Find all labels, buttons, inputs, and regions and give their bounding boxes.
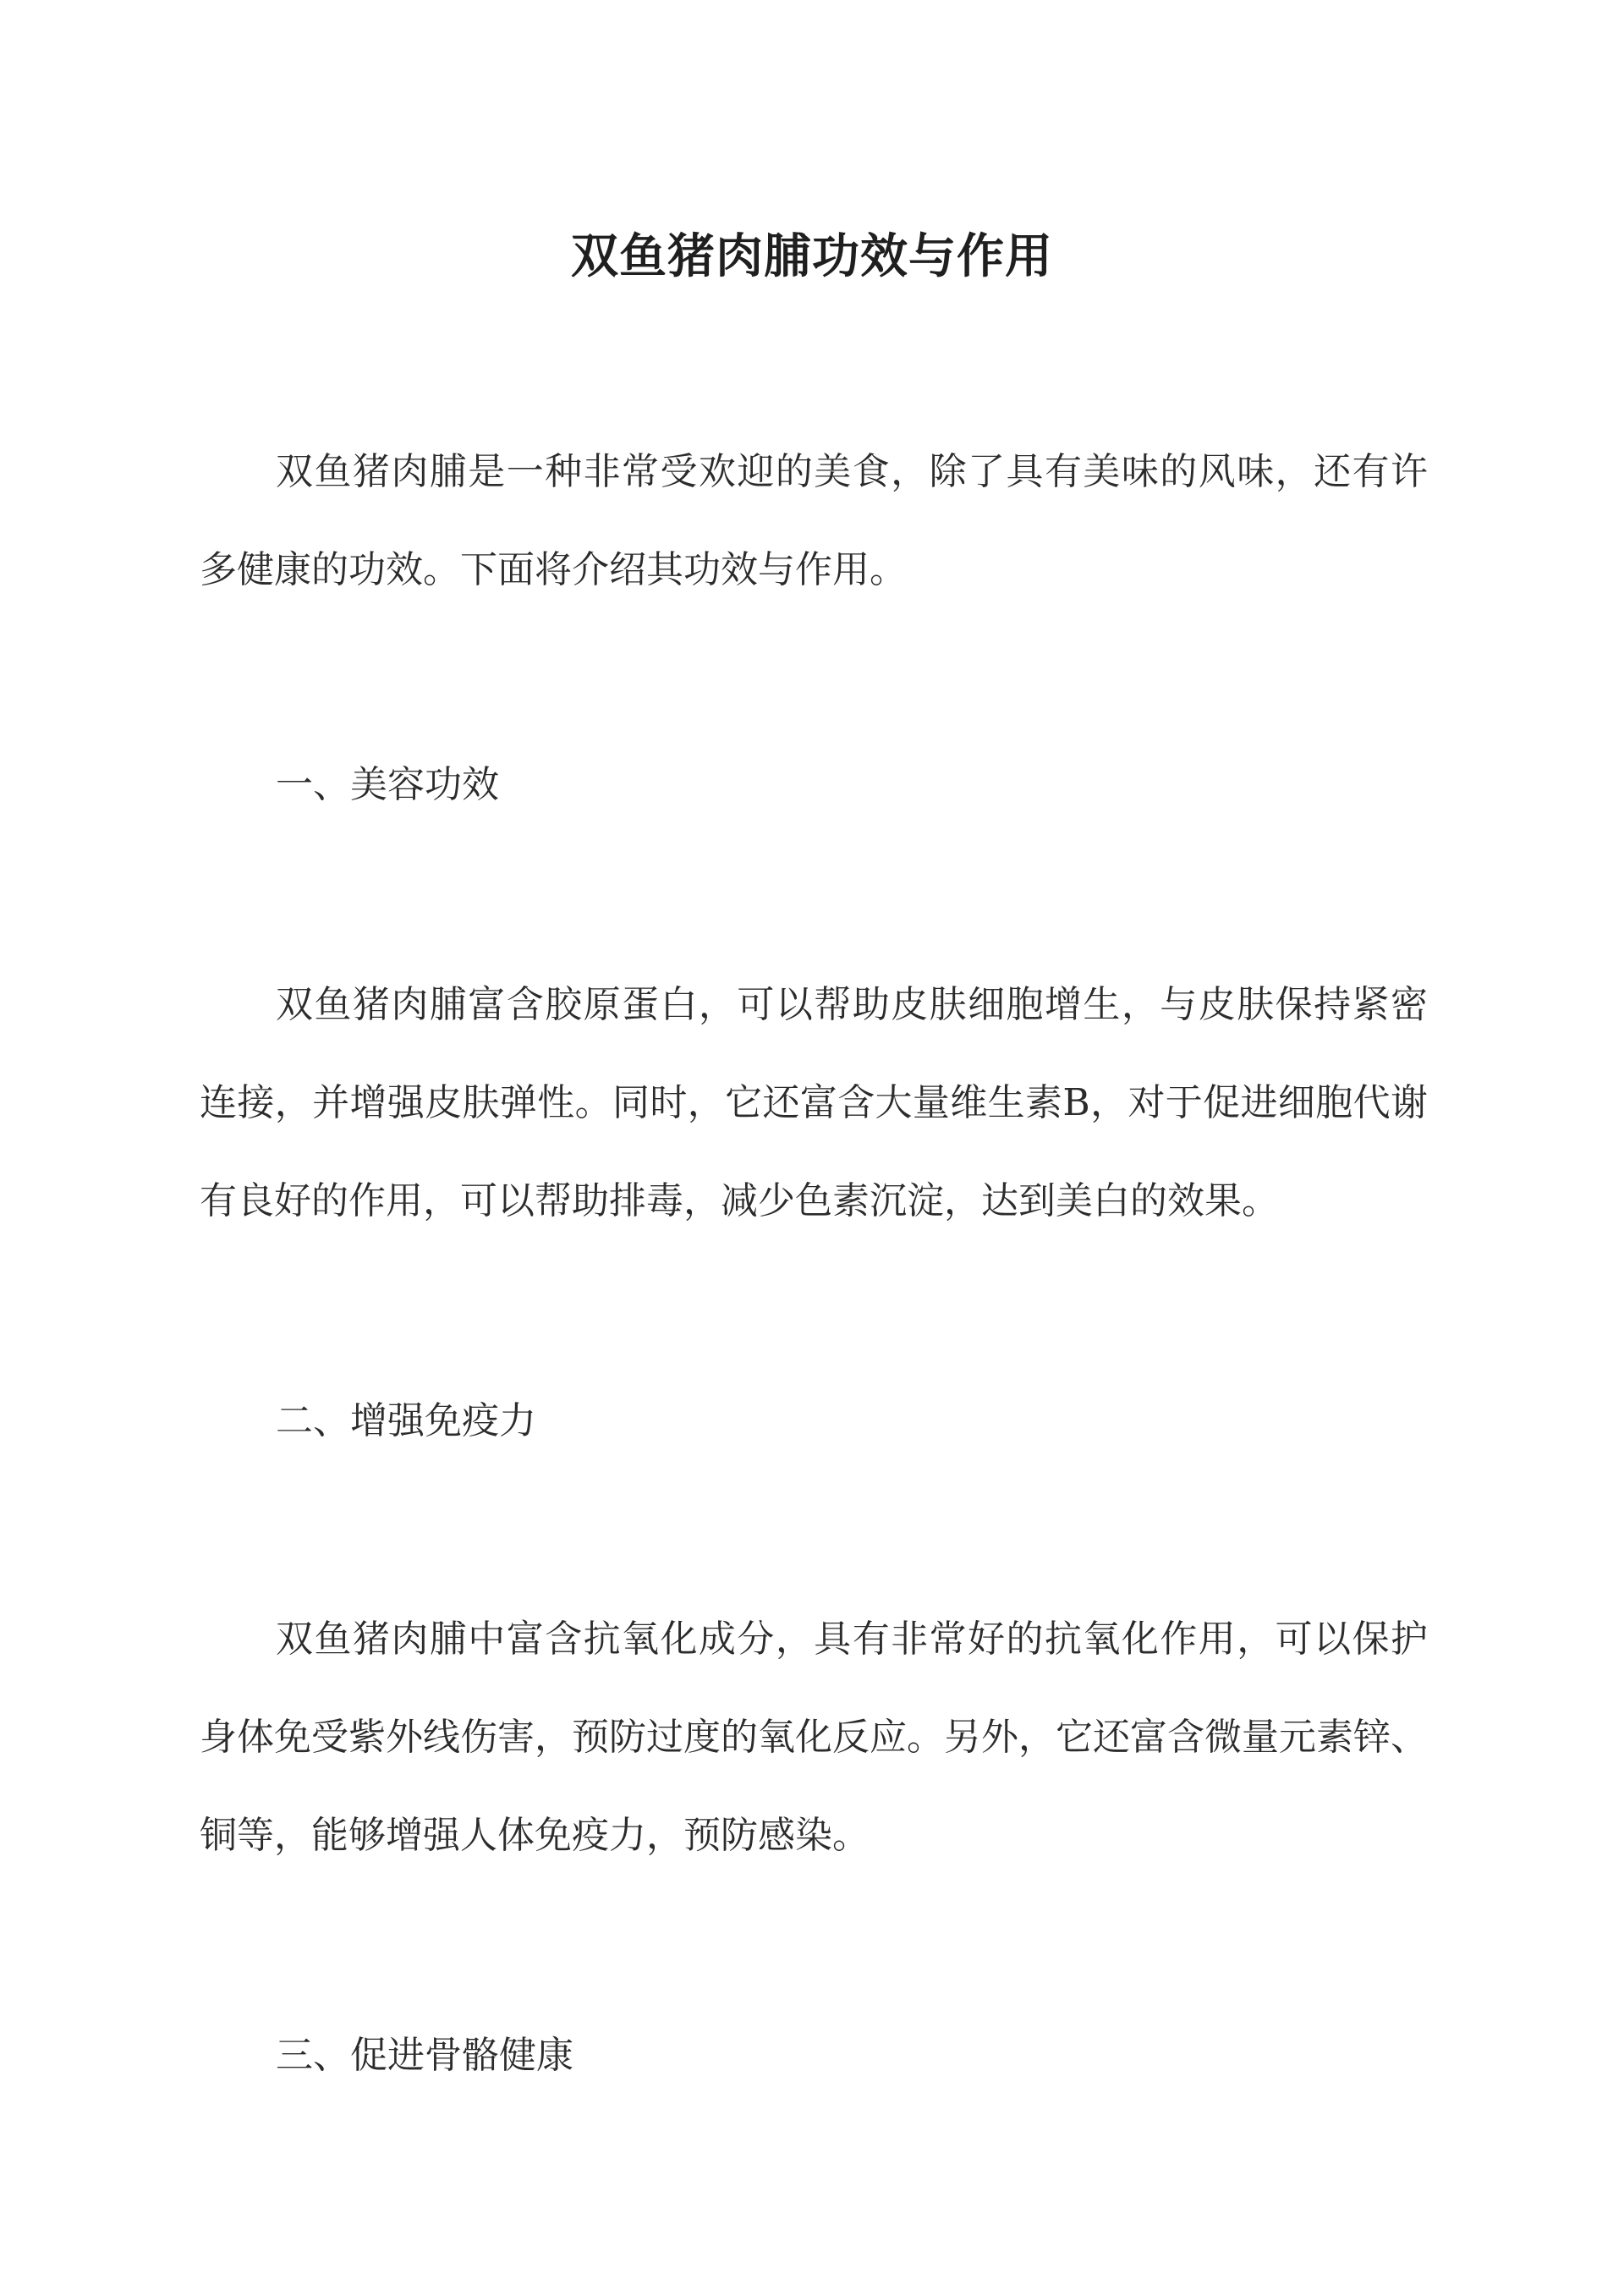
- section-heading-immunity: 二、增强免疫力: [276, 1399, 536, 1442]
- section-body-beauty: 双鱼猪肉脯富含胶原蛋白，可以帮助皮肤细胞增生，与皮肤保持紧密连接，并增强皮肤弹性。同时，它还富含大量维生素B，对于促进细胞代谢有良好的作用，可以帮助排毒，减少色素沉淀，达到美白的效果。: [200, 983, 1428, 1222]
- section-heading-beauty: 一、美容功效: [276, 763, 499, 806]
- section-body-immunity: 双鱼猪肉脯中富含抗氧化成分，具有非常好的抗氧化作用，可以保护身体免受紫外线伤害，预防过度的氧化反应。另外，它还富含微量元素锌、铜等，能够增强人体免疫力，预防感染。: [200, 1618, 1428, 1857]
- intro-paragraph: 双鱼猪肉脯是一种非常受欢迎的美食，除了具有美味的风味，还有许多健康的功效。下面将介绍其功效与作用。: [200, 450, 1428, 591]
- document-title: 双鱼猪肉脯功效与作用: [571, 228, 1053, 284]
- section-heading-bone-health: 三、促进骨骼健康: [276, 2034, 573, 2077]
